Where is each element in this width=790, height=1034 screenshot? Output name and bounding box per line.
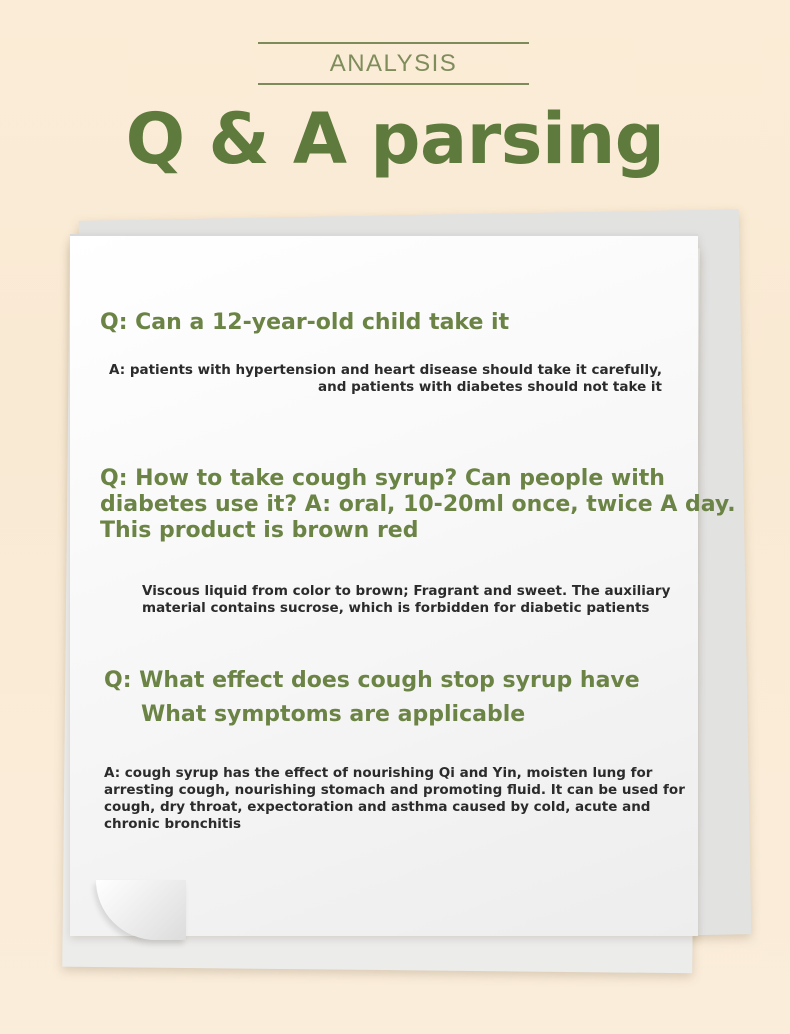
answer-3-line: cough, dry throat, expectoration and asthma caused by cold, acute and [104,799,651,815]
question-3-line: Q: What effect does cough stop syrup have [104,668,640,693]
answer-3-line: A: cough syrup has the effect of nourishing Qi and Yin, moisten lung for [104,765,653,781]
header-bottom-rule [258,83,529,85]
answer-3-line: arresting cough, nourishing stomach and promoting fluid. It can be used for [104,782,685,798]
question-2-line: This product is brown red [100,518,419,543]
answer-3-line: chronic bronchitis [104,816,242,832]
question-3 [104,668,640,694]
question-3-line: What symptoms are applicable [141,702,526,727]
answer-2-line: Viscous liquid from color to brown; Fragrant and sweet. The auxiliary [142,583,671,599]
answer-1 [100,362,662,396]
question-1 [100,310,509,336]
question-3-sub [141,702,525,728]
question-2 [100,466,736,544]
page-title: Q & A parsing [125,98,665,180]
question-2-line: Q: How to take cough syrup? Can people with [100,466,665,491]
header-top-rule [258,42,529,44]
question-1-text: Q: Can a 12-year-old child take it [100,310,510,335]
answer-1-line: and patients with diabetes should not take it [318,379,662,395]
question-2-line: diabetes use it? A: oral, 10-20ml once, twice A day. [100,492,736,517]
eyebrow-label: ANALYSIS [329,50,458,77]
answer-2 [142,583,670,617]
answer-1-line: A: patients with hypertension and heart disease should take it carefully, [109,362,662,378]
answer-3 [104,765,685,833]
answer-2-line: material contains sucrose, which is forbidden for diabetic patients [142,600,650,616]
